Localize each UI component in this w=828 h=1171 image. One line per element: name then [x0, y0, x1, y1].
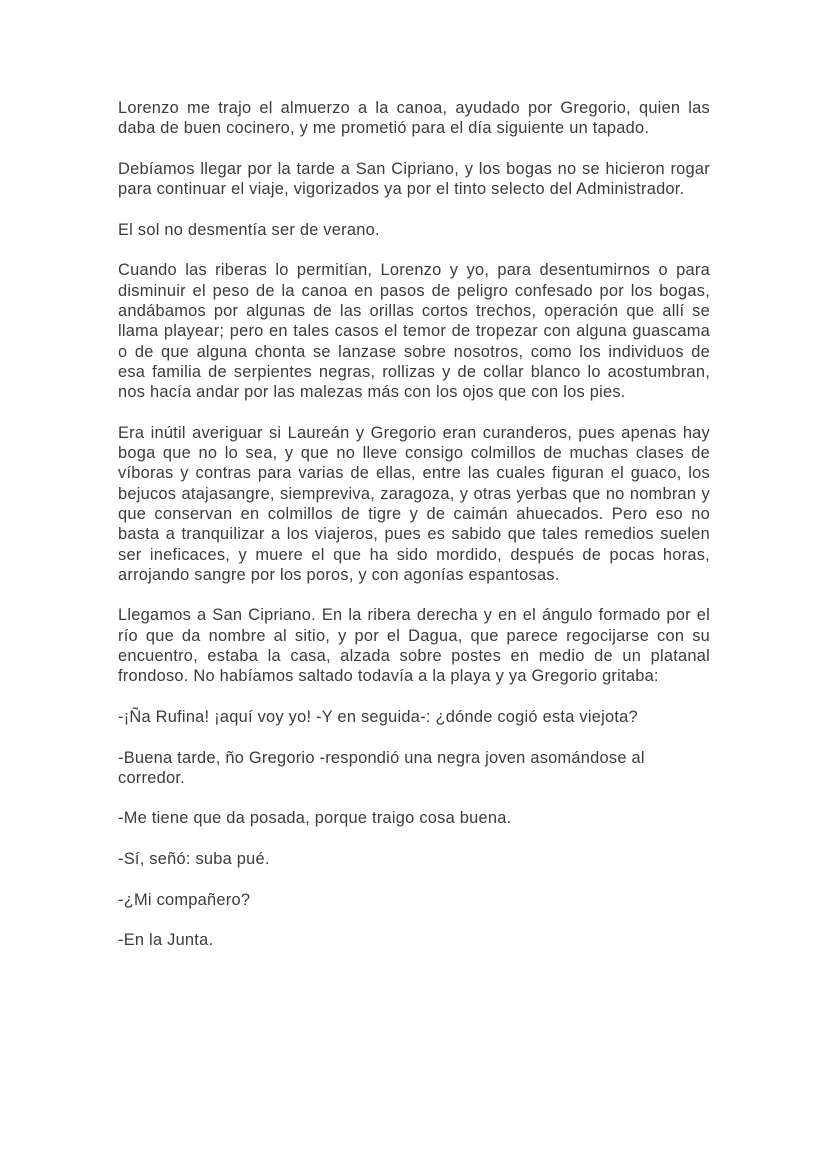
paragraph: Lorenzo me trajo el almuerzo a la canoa, ayudado por Gregorio, quien las daba de buen cocinero, y me prometió para el día siguiente un tapado.: [118, 99, 710, 138]
paragraph: Cuando las riberas lo permitían, Lorenzo y yo, para desentumirnos o para disminuir el peso de la canoa en pasos de peligro confesado por los bogas, andábamos por algunas de las orillas cortos trechos, operación que allí se llama playear; pero en tales casos el temor de tropezar con alguna guascama o de que alguna chonta se lanzase sobre nosotros, como los individuos de esa familia de serpientes negras, rollizas y de collar blanco lo acostumbran, nos hacía andar por las malezas más con los ojos que con los pies.: [118, 261, 710, 402]
paragraph: Debíamos llegar por la tarde a San Cipriano, y los bogas no se hicieron rogar para continuar el viaje, vigorizados ya por el tinto selecto del Administrador.: [118, 159, 710, 199]
dialogue-paragraph: -¿Mi compañero?: [118, 890, 251, 909]
dialogue-paragraph: -Buena tarde, ño Gregorio -respondió una negra joven asomándose al corredor.: [118, 748, 645, 787]
paragraph: Era inútil averiguar si Laureán y Gregorio eran curanderos, pues apenas hay boga que no lo sea, y que no lleve consigo colmillos de muchas clases de víboras y contras para varias de ellas, entre las cuales figuran el guaco, los bejucos atajasangre, siempreviva, zaragoza, y otras yerbas que no nombran y que conservan en colmillos de tigre y de caimán ahuecados. Pero eso no basta a tranquilizar a los viajeros, pues es sabido que tales remedios suelen ser ineficaces, y muere el que ha sido mordido, después de pocas horas, arrojando sangre por los poros, y con agonías espantosas.: [118, 423, 710, 584]
dialogue-paragraph: -Sí, señó: suba pué.: [118, 849, 270, 868]
paragraph: El sol no desmentía ser de verano.: [118, 220, 380, 239]
dialogue-paragraph: -Me tiene que da posada, porque traigo cosa buena.: [118, 809, 512, 828]
dialogue-paragraph: -En la Junta.: [118, 931, 214, 950]
paragraph: Llegamos a San Cipriano. En la ribera derecha y en el ángulo formado por el río que da nombre al sitio, y por el Dagua, que parece regocijarse con su encuentro, estaba la casa, alzada sobre postes en medio de un platanal frondoso. No habíamos saltado todavía a la playa y ya Gregorio gritaba:: [118, 606, 710, 686]
dialogue-paragraph: -¡Ña Rufina! ¡aquí voy yo! -Y en seguida-: ¿dónde cogió esta viejota?: [118, 707, 638, 726]
text-block: [118, 98, 710, 950]
